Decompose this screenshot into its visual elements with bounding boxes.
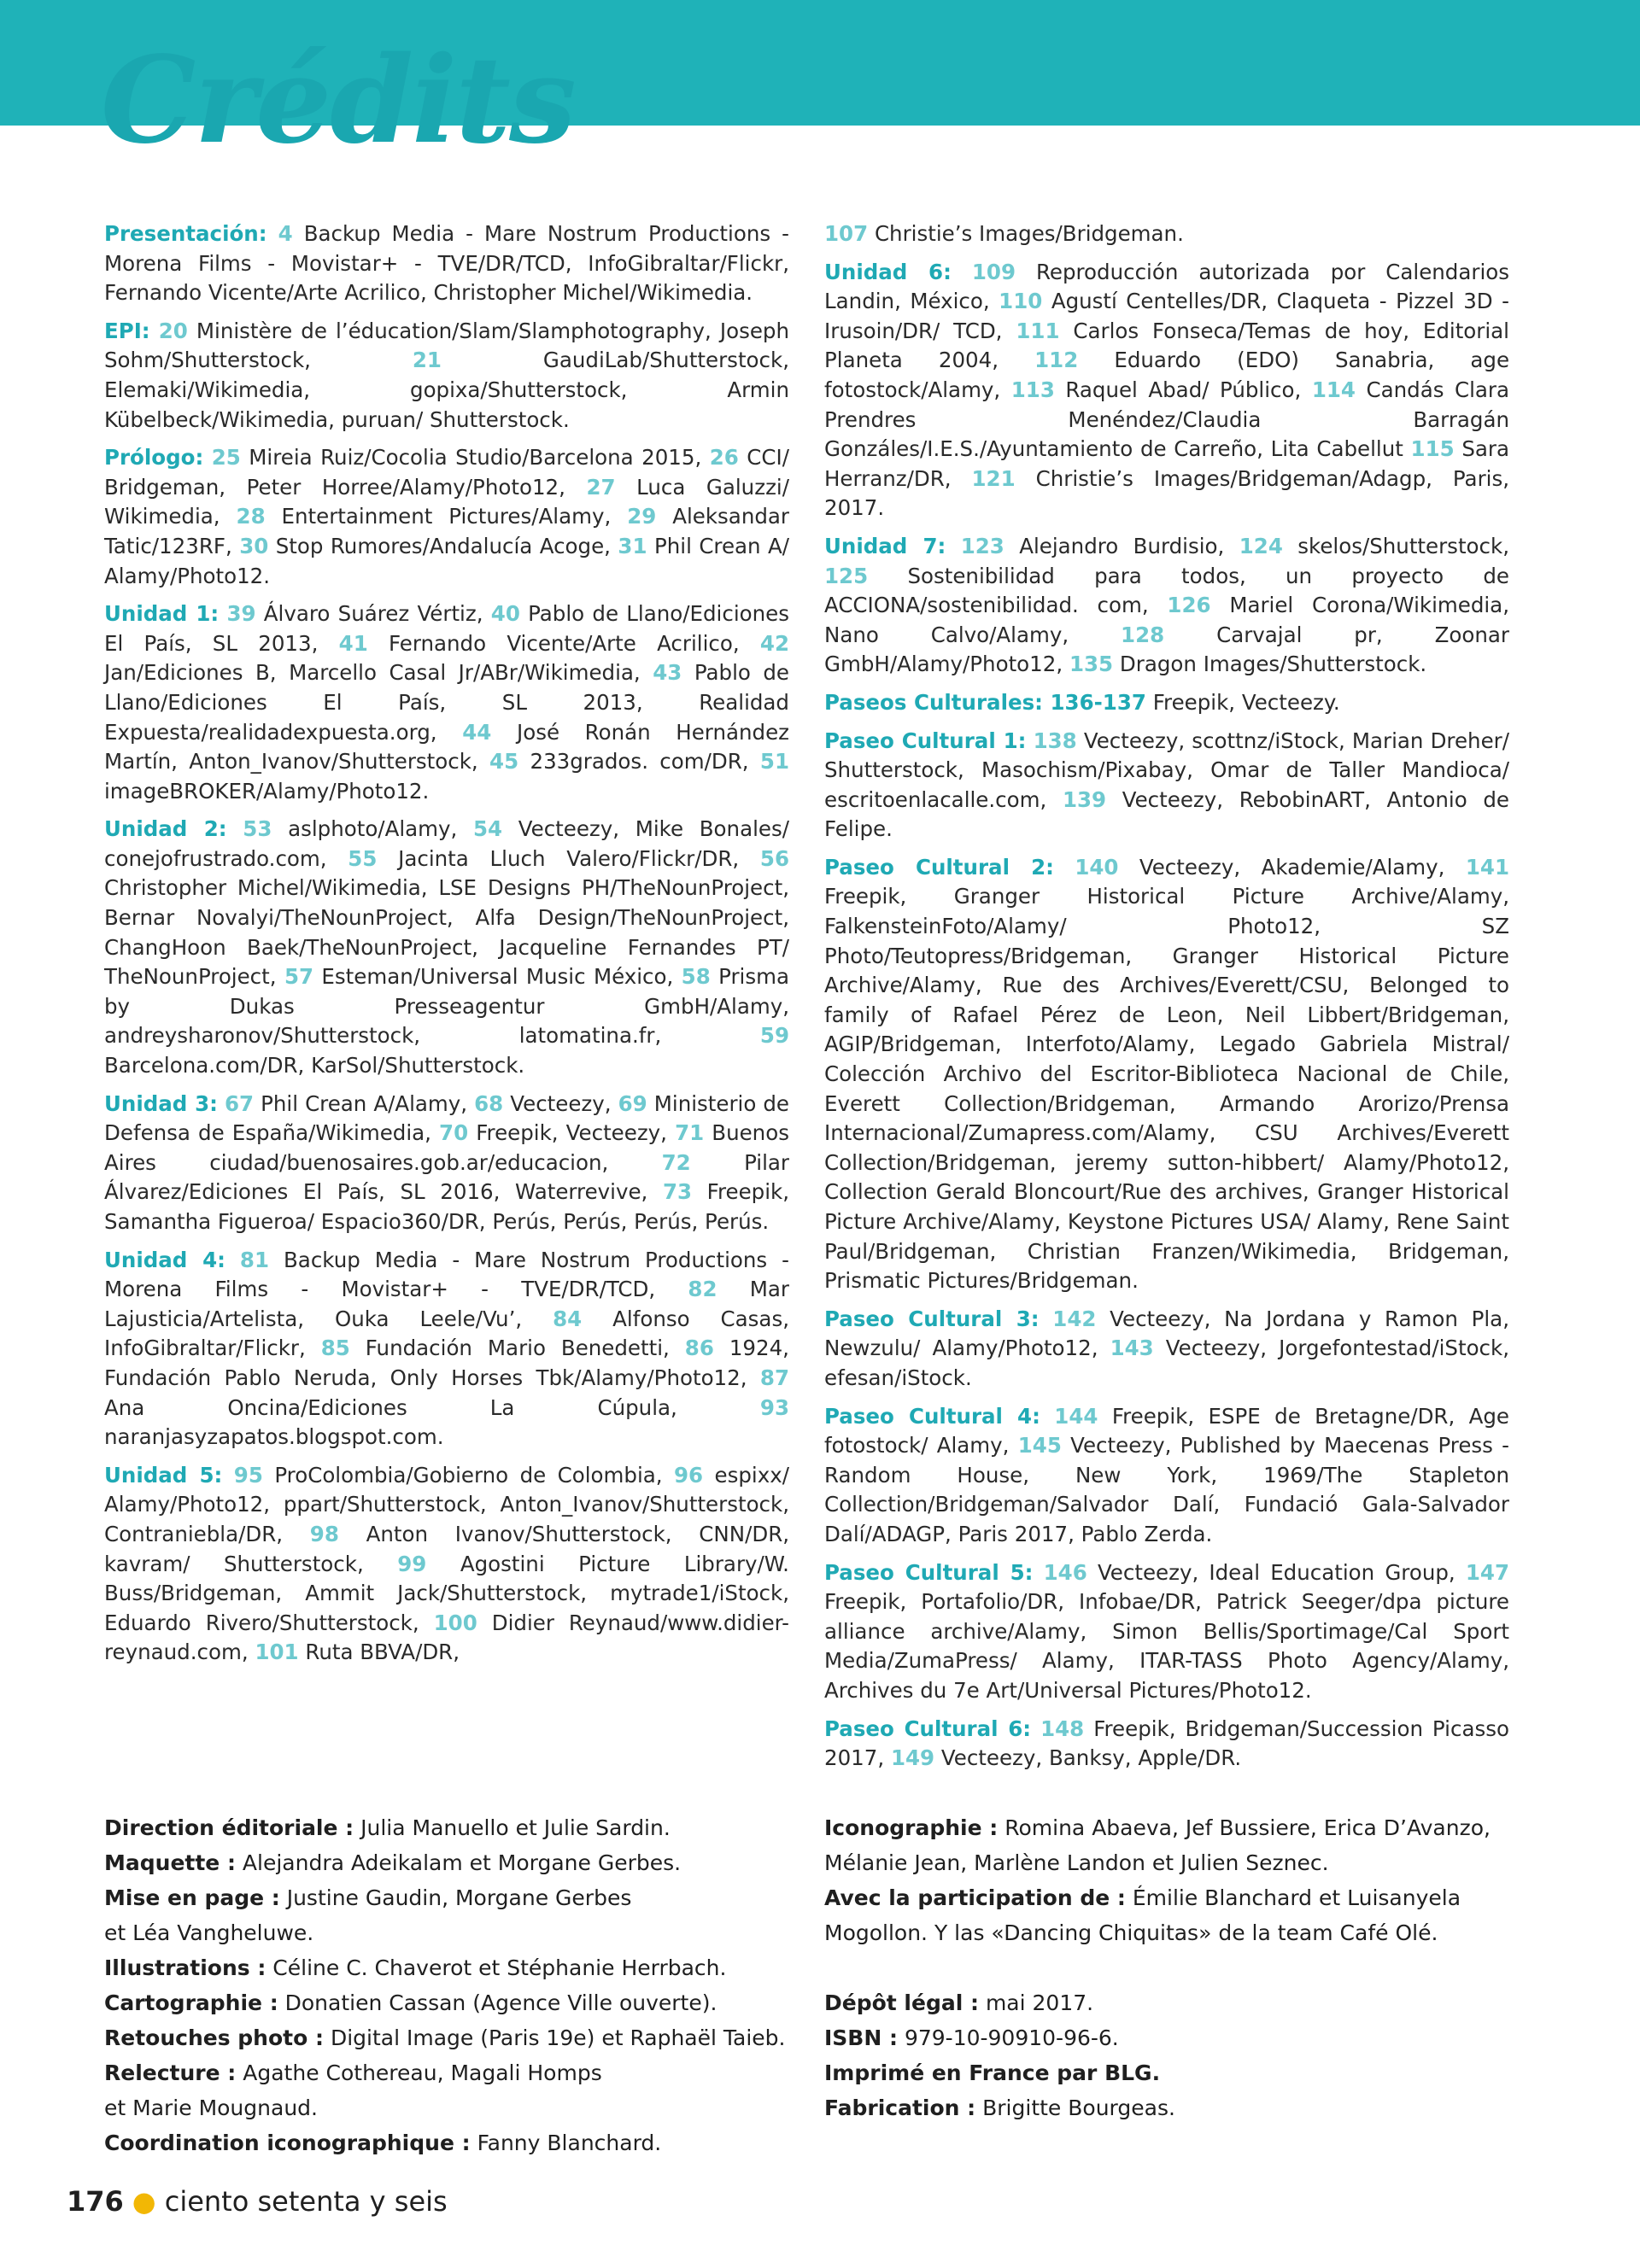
credit-text: Alfonso Casas, InfoGibraltar/Flickr, bbox=[104, 1306, 789, 1361]
staff-value: Julia Manuello et Julie Sardin. bbox=[360, 1815, 671, 1840]
page-ref: 98 bbox=[309, 1521, 339, 1546]
page-ref: 57 bbox=[284, 964, 314, 990]
page-ref: 68 bbox=[474, 1090, 504, 1116]
page-ref: 115 bbox=[1410, 436, 1455, 462]
credit-section-label: Unidad 6: bbox=[824, 259, 952, 284]
credit-text: Christopher Michel/Wikimedia, LSE Designs PH/TheNounProject, Bernar Novalyi/TheNounProject, Alfa Design/TheNounProject, ChangHoon Baek/TheNounProject, Jacqueline Fernandes PT/ TheNounProject, bbox=[104, 875, 789, 990]
credit-text: Freepik, Vecteezy, bbox=[476, 1120, 667, 1146]
page-ref: 135 bbox=[1069, 652, 1114, 677]
credit-entry bbox=[824, 1558, 1509, 1706]
credit-text: Freepik, Granger Historical Picture Archive/Alamy, FalkensteinFoto/Alamy/ Photo12, SZ Photo/Teutopress/Bridgeman, Granger Historical Picture Archive/Alamy, Rue des Archives/Everett/CSU, Belonged to family of Rafael Pérez de Leon, Neil Libbert/Bridgeman, AGIP/Bridgeman, Interfoto/Alamy, Legado Gabriela Mistral/ Colección Archivo del Escritor-Biblioteca Nacional de Chile, Everett Collection/Bridgeman, Armando Arorizo/Prensa Internacional/Zumapress.com/Alamy, CSU Archives/Everett Collection/Bridgeman, jeremy sutton-hibbert/ Alamy/Photo12, Collection Gerald Bloncourt/Rue des archives, Granger Historical Picture Archive/Alamy, Keystone Pictures USA/ Alamy, Rene Saint Paul/Bridgeman, Christian Franzen/Wikimedia, Bridgeman, Prismatic Pictures/Bridgeman. bbox=[824, 884, 1509, 1294]
credit-text: Esteman/Universal Music México, bbox=[321, 964, 674, 990]
credit-text: Pilar Álvarez/Ediciones El País, SL 2016, Waterrevive, bbox=[104, 1149, 789, 1205]
credit-text: Fernando Vicente/Arte Acrilico, bbox=[389, 630, 740, 656]
staff-value: Alejandra Adeikalam et Morgane Gerbes. bbox=[242, 1850, 682, 1875]
staff-entry bbox=[824, 1810, 1525, 1845]
page-ref: 42 bbox=[759, 630, 789, 656]
staff-label: Iconographie : bbox=[824, 1815, 999, 1840]
page-title: Crédits bbox=[101, 31, 575, 171]
credit-text: Freepik, Bridgeman/Succession Picasso 2017, bbox=[824, 1716, 1509, 1771]
staff-entry bbox=[104, 2020, 805, 2055]
credit-section-label: Unidad 7: bbox=[824, 533, 946, 558]
credit-text: Alejandro Burdisio, bbox=[1019, 533, 1225, 558]
credit-text: Backup Media - Mare Nostrum Productions - Morena Films - Movistar+ - TVE/DR/TCD, bbox=[104, 1247, 789, 1302]
credit-section-label: Unidad 4: bbox=[104, 1247, 226, 1272]
credit-text: Freepik, Vecteezy. bbox=[1152, 689, 1340, 715]
credit-entry bbox=[104, 1090, 789, 1237]
credit-text: Vecteezy, Mike Bonales/ conejofrustrado.com, bbox=[104, 816, 789, 871]
credit-entry bbox=[824, 1402, 1509, 1550]
staff-value: Céline C. Chaverot et Stéphanie Herrbach. bbox=[272, 1955, 727, 1980]
page-ref: 112 bbox=[1034, 348, 1079, 373]
staff-entry bbox=[824, 1985, 1525, 2020]
credit-text: Backup Media - Mare Nostrum Productions - Morena Films - Movistar+ - TVE/DR/TCD, InfoGibraltar/Flickr, Fernando Vicente/Arte Acrilico, Christopher Michel/Wikimedia. bbox=[104, 221, 790, 306]
page-footer bbox=[67, 2184, 448, 2218]
page-ref: 113 bbox=[1010, 377, 1055, 402]
staff-value: Émilie Blanchard et Luisanyela bbox=[1132, 1885, 1461, 1910]
credit-text: aslphoto/Alamy, bbox=[288, 816, 458, 842]
credit-section-label: Paseo Cultural 1: bbox=[824, 728, 1027, 753]
credit-text: Christie’s Images/Bridgeman. bbox=[874, 221, 1184, 246]
credit-text: Ministerio de Defensa de España/Wikimedia, bbox=[104, 1090, 789, 1146]
page-ref: 138 bbox=[1033, 728, 1077, 753]
credit-text: Agostini Picture Library/W. Buss/Bridgeman, Ammit Jack/Shutterstock, mytrade1/iStock, Eduardo Rivero/Shutterstock, bbox=[104, 1551, 789, 1635]
page-ref: 51 bbox=[759, 749, 789, 775]
credits-column-right bbox=[824, 219, 1509, 1782]
credit-text: Pablo de Llano/Ediciones El País, SL 2013, Realidad Expuesta/realidadexpuesta.org, bbox=[104, 660, 789, 745]
credit-text: Vecteezy, Akademie/Alamy, bbox=[1139, 854, 1445, 880]
page-ref: 81 bbox=[239, 1247, 270, 1272]
staff-label: ISBN : bbox=[824, 2025, 898, 2050]
credit-text: Candás Clara Prendres Menéndez/Claudia Barragán Gonzáles/I.E.S./Ayuntamiento de Carreño, Lita Cabellut bbox=[824, 377, 1510, 462]
credit-text: Barcelona.com/DR, KarSol/Shutterstock. bbox=[104, 1053, 525, 1078]
staff-label: Mise en page : bbox=[104, 1885, 280, 1910]
credit-entry bbox=[104, 443, 789, 591]
credit-text: Phil Crean A/ Alamy/Photo12. bbox=[104, 533, 790, 588]
credit-text: Aleksandar Tatic/123RF, bbox=[104, 504, 789, 558]
page-ref: 40 bbox=[490, 601, 520, 627]
credit-entry bbox=[104, 1246, 789, 1453]
page-ref: 121 bbox=[971, 465, 1016, 491]
staff-value: et Marie Mougnaud. bbox=[104, 2096, 318, 2120]
page-ref: 148 bbox=[1040, 1716, 1085, 1741]
staff-entry bbox=[104, 1810, 805, 1845]
credit-section-label: EPI: bbox=[104, 318, 150, 343]
page-ref: 59 bbox=[759, 1023, 789, 1049]
page-ref: 43 bbox=[653, 660, 682, 686]
credit-entry bbox=[824, 727, 1509, 845]
staff-entry bbox=[824, 2090, 1525, 2125]
credit-entry bbox=[824, 688, 1509, 718]
credit-entry bbox=[104, 219, 789, 308]
page-ref: 41 bbox=[338, 630, 368, 656]
credit-section-label: Unidad 3: bbox=[104, 1090, 218, 1116]
staff-value: Mélanie Jean, Marlène Landon et Julien Seznec. bbox=[824, 1850, 1329, 1875]
credit-text: Reproducción autorizada por Calendarios Landin, México, bbox=[824, 259, 1510, 314]
credit-text: Carvajal pr, Zoonar GmbH/Alamy/Photo12, bbox=[824, 622, 1509, 677]
staff-entry bbox=[104, 1845, 805, 1880]
page-ref: 27 bbox=[586, 474, 616, 500]
credit-text: Mariel Corona/Wikimedia, Nano Calvo/Alamy, bbox=[824, 593, 1509, 647]
page-ref: 139 bbox=[1062, 786, 1107, 812]
page-ref: 39 bbox=[226, 601, 256, 627]
page-ref: 146 bbox=[1043, 1559, 1087, 1585]
credit-text: 233grados. com/DR, bbox=[530, 749, 749, 775]
staff-label: Direction éditoriale : bbox=[104, 1815, 354, 1840]
page-ref: 71 bbox=[675, 1120, 705, 1146]
page-number: 176 bbox=[67, 2185, 124, 2218]
credit-text: Buenos Aires ciudad/buenosaires.gob.ar/educacion, bbox=[104, 1120, 789, 1175]
staff-entry bbox=[104, 1880, 805, 1915]
credit-text: Carlos Fonseca/Temas de hoy, Editorial Planeta 2004, bbox=[824, 318, 1509, 373]
page-ref: 85 bbox=[320, 1336, 350, 1361]
credit-text: Ministère de l’éducation/Slam/Slamphotography, Joseph Sohm/Shutterstock, bbox=[104, 318, 789, 373]
credit-section-label: Paseos Culturales: 136-137 bbox=[824, 689, 1146, 715]
credit-section-label: Unidad 5: bbox=[104, 1462, 223, 1488]
page-ref: 70 bbox=[439, 1120, 469, 1146]
page-ref: 72 bbox=[661, 1149, 691, 1175]
page-ref: 100 bbox=[433, 1610, 477, 1635]
page-ref: 82 bbox=[688, 1277, 718, 1302]
staff-entry bbox=[824, 1880, 1525, 1915]
page-ref: 87 bbox=[759, 1365, 789, 1390]
staff-label: Illustrations : bbox=[104, 1955, 266, 1980]
page-ref: 140 bbox=[1075, 854, 1119, 880]
credit-section-label: Prólogo: bbox=[104, 445, 204, 471]
page-ref: 29 bbox=[627, 504, 657, 529]
credit-text: Freepik, Portafolio/DR, Infobae/DR, Patrick Seeger/dpa picture alliance archive/Alamy, Simon Bellis/Sportimage/Cal Sport Media/ZumaPress/ Alamy, ITAR-TASS Photo Agency/Alamy, Archives du 7e Art/Universal Pictures/Photo12. bbox=[824, 1589, 1509, 1703]
credit-text: Sara Herranz/DR, bbox=[824, 436, 1509, 491]
page-ref: 20 bbox=[158, 318, 188, 343]
page-ref: 84 bbox=[553, 1306, 583, 1331]
credit-entry bbox=[824, 258, 1509, 523]
credit-text: ProColombia/Gobierno de Colombia, bbox=[274, 1462, 663, 1488]
credit-text: Dragon Images/Shutterstock. bbox=[1119, 652, 1427, 677]
credit-text: GaudiLab/Shutterstock, Elemaki/Wikimedia, gopixa/Shutterstock, Armin Kübelbeck/Wikimedia, puruan/ Shutterstock. bbox=[104, 348, 789, 432]
page-ref: 58 bbox=[681, 964, 711, 990]
credit-text: Pablo de Llano/Ediciones El País, SL 2013, bbox=[104, 601, 789, 656]
credit-text: Christie’s Images/Bridgeman/Adagp, Paris, 2017. bbox=[824, 465, 1509, 521]
staff-entry bbox=[824, 2020, 1525, 2055]
page-ref: 147 bbox=[1465, 1559, 1510, 1585]
page-ref: 93 bbox=[759, 1394, 789, 1420]
page-ref: 128 bbox=[1121, 622, 1165, 647]
credit-entry bbox=[104, 815, 789, 1080]
credit-text: skelos/Shutterstock, bbox=[1297, 533, 1509, 558]
staff-column-left bbox=[104, 1810, 805, 2160]
staff-entry-continued bbox=[104, 1915, 805, 1950]
page-ref: 142 bbox=[1052, 1306, 1097, 1331]
page-ref: 67 bbox=[224, 1090, 255, 1116]
credit-section-label: Paseo Cultural 4: bbox=[824, 1403, 1040, 1429]
credit-text: naranjasyzapatos.blogspot.com. bbox=[104, 1424, 444, 1450]
page-ref: 45 bbox=[489, 749, 519, 775]
page-ref: 101 bbox=[255, 1640, 299, 1665]
credit-text: Vecteezy, Banksy, Apple/DR. bbox=[940, 1745, 1242, 1771]
credit-text: Vecteezy, Jorgefontestad/iStock, efesan/iStock. bbox=[824, 1336, 1509, 1390]
staff-value: Romina Abaeva, Jef Bussiere, Erica D’Avanzo, bbox=[1004, 1815, 1491, 1840]
staff-label: Fabrication : bbox=[824, 2096, 976, 2120]
credit-section-label: Presentación: bbox=[104, 221, 267, 246]
credit-text: CCI/ Bridgeman, Peter Horree/Alamy/Photo12, bbox=[104, 445, 789, 500]
staff-value: Digital Image (Paris 19e) et Raphaël Taieb. bbox=[330, 2025, 786, 2050]
credit-text: Prisma by Dukas Presseagentur GmbH/Alamy, andreysharonov/Shutterstock, latomatina.fr, bbox=[104, 964, 790, 1049]
page-ref: 31 bbox=[618, 533, 647, 558]
staff-entry bbox=[104, 1985, 805, 2020]
credit-section-label: Paseo Cultural 2: bbox=[824, 854, 1054, 880]
credit-entry bbox=[104, 599, 789, 806]
staff-label: Maquette : bbox=[104, 1850, 236, 1875]
credit-text: Entertainment Pictures/Alamy, bbox=[281, 504, 612, 529]
credit-text: Freepik, Samantha Figueroa/ Espacio360/DR, Perús, Perús, Perús, Perús. bbox=[104, 1179, 789, 1234]
staff-entry bbox=[824, 2055, 1525, 2090]
credit-section-label: Paseo Cultural 5: bbox=[824, 1559, 1034, 1585]
page-ref: 107 bbox=[824, 221, 869, 246]
page-ref: 21 bbox=[412, 348, 442, 373]
staff-entry bbox=[104, 1950, 805, 1985]
staff-value: Brigitte Bourgeas. bbox=[982, 2096, 1175, 2120]
page-ref: 55 bbox=[348, 845, 378, 871]
staff-label: Retouches photo : bbox=[104, 2025, 324, 2050]
staff-value: 979-10-90910-96-6. bbox=[904, 2025, 1119, 2050]
page-ref: 125 bbox=[824, 563, 869, 588]
credit-text: Vecteezy, scottnz/iStock, Marian Dreher/ Shutterstock, Masochism/Pixabay, Omar de Taller Mandioca/ escritoenlacalle.com, bbox=[824, 728, 1509, 812]
credit-section-label: Paseo Cultural 3: bbox=[824, 1306, 1040, 1331]
page-ref: 123 bbox=[960, 533, 1004, 558]
page-number-words: ciento setenta y seis bbox=[164, 2185, 448, 2218]
staff-label: Relecture : bbox=[104, 2060, 237, 2085]
page-ref: 109 bbox=[971, 259, 1016, 284]
credit-text: Didier Reynaud/www.didier-reynaud.com, bbox=[104, 1610, 789, 1665]
credit-text: Mar Lajusticia/Artelista, Ouka Leele/Vu’, bbox=[104, 1277, 789, 1331]
page-ref: 124 bbox=[1239, 533, 1283, 558]
page-ref: 26 bbox=[709, 445, 739, 471]
staff-label: Imprimé en France par BLG. bbox=[824, 2060, 1161, 2085]
page-ref: 56 bbox=[759, 845, 789, 871]
credit-text: Eduardo (EDO) Sanabria, age fotostock/Alamy, bbox=[824, 348, 1510, 402]
credit-text: Vecteezy, Ideal Education Group, bbox=[1097, 1559, 1456, 1585]
credit-entry bbox=[824, 1715, 1509, 1774]
page-ref: 99 bbox=[397, 1551, 427, 1576]
spacer bbox=[824, 1950, 1525, 1985]
page-ref: 86 bbox=[684, 1336, 714, 1361]
credit-text: Phil Crean A/Alamy, bbox=[261, 1090, 468, 1116]
bullet-dot-icon: ● bbox=[132, 2185, 156, 2218]
credit-text: Anton Ivanov/Shutterstock, CNN/DR, kavram/ Shutterstock, bbox=[104, 1521, 789, 1576]
page-ref: 4 bbox=[278, 221, 293, 246]
credit-text: Vecteezy, bbox=[510, 1090, 612, 1116]
staff-label: Avec la participation de : bbox=[824, 1885, 1126, 1910]
credit-section-label: Unidad 1: bbox=[104, 601, 220, 627]
staff-label: Coordination iconographique : bbox=[104, 2131, 471, 2155]
credit-entry bbox=[824, 532, 1509, 680]
credit-text: Mireia Ruiz/Cocolia Studio/Barcelona 2015, bbox=[249, 445, 702, 471]
page-ref: 28 bbox=[236, 504, 266, 529]
staff-value: Justine Gaudin, Morgane Gerbes bbox=[286, 1885, 632, 1910]
credit-entry bbox=[824, 853, 1509, 1296]
page-ref: 145 bbox=[1017, 1433, 1062, 1458]
credit-text: Vecteezy, Published by Maecenas Press - Random House, New York, 1969/The Stapleton Collection/Bridgeman/Salvador Dalí, Fundació Gala-Salvador Dalí/ADAGP, Paris 2017, Pablo Zerda. bbox=[824, 1433, 1510, 1546]
page-ref: 141 bbox=[1465, 854, 1509, 880]
page-ref: 30 bbox=[239, 533, 269, 558]
staff-entry bbox=[104, 2125, 805, 2160]
staff-label: Dépôt légal : bbox=[824, 1990, 979, 2015]
staff-value: Agathe Cothereau, Magali Homps bbox=[243, 2060, 602, 2085]
credit-entry bbox=[104, 317, 789, 435]
page-ref: 44 bbox=[462, 719, 492, 745]
staff-value: mai 2017. bbox=[985, 1990, 1094, 2015]
page-ref: 110 bbox=[999, 289, 1043, 314]
credit-section-label: Unidad 2: bbox=[104, 816, 227, 842]
page-ref: 111 bbox=[1016, 318, 1060, 343]
staff-value: Donatien Cassan (Agence Ville ouverte). bbox=[284, 1990, 718, 2015]
page-ref: 149 bbox=[890, 1745, 935, 1771]
staff-entry-continued bbox=[104, 2090, 805, 2125]
credit-text: Freepik, ESPE de Bretagne/DR, Age fotostock/ Alamy, bbox=[824, 1403, 1509, 1458]
credit-entry bbox=[824, 219, 1509, 249]
staff-entry-continued bbox=[824, 1845, 1525, 1880]
credit-text: 1924, Fundación Pablo Neruda, Only Horses Tbk/Alamy/Photo12, bbox=[104, 1336, 789, 1390]
credit-text: Luca Galuzzi/ Wikimedia, bbox=[104, 474, 789, 529]
staff-label: Cartographie : bbox=[104, 1990, 278, 2015]
staff-entry bbox=[104, 2055, 805, 2090]
page-ref: 114 bbox=[1311, 377, 1356, 402]
staff-value: Fanny Blanchard. bbox=[477, 2131, 662, 2155]
page-ref: 95 bbox=[233, 1462, 263, 1488]
credit-text: Agustí Centelles/DR, Claqueta - Pizzel 3D - Irusoin/DR/ TCD, bbox=[824, 289, 1509, 343]
credit-text: imageBROKER/Alamy/Photo12. bbox=[104, 778, 430, 804]
credit-text: espixx/ Alamy/Photo12, ppart/Shutterstock, Anton_Ivanov/Shutterstock, Contraniebla/DR, bbox=[104, 1462, 789, 1546]
page-ref: 143 bbox=[1110, 1336, 1154, 1361]
credit-text: Jan/Ediciones B, Marcello Casal Jr/ABr/Wikimedia, bbox=[104, 660, 641, 686]
page-ref: 53 bbox=[243, 816, 272, 842]
page-ref: 96 bbox=[674, 1462, 704, 1488]
page-ref: 126 bbox=[1167, 593, 1211, 618]
credit-entry bbox=[824, 1305, 1509, 1394]
credits-column-left bbox=[104, 219, 789, 1676]
staff-value: Mogollon. Y las «Dancing Chiquitas» de la team Café Olé. bbox=[824, 1920, 1438, 1945]
credit-text: Ana Oncina/Ediciones La Cúpula, bbox=[104, 1394, 677, 1420]
staff-entry-continued bbox=[824, 1915, 1525, 1950]
credit-section-label: Paseo Cultural 6: bbox=[824, 1716, 1032, 1741]
page-ref: 144 bbox=[1054, 1403, 1098, 1429]
credit-text: Stop Rumores/Andalucía Acoge, bbox=[275, 533, 611, 558]
credit-text: Fundación Mario Benedetti, bbox=[365, 1336, 670, 1361]
credit-text: Sostenibilidad para todos, un proyecto de ACCIONA/sostenibilidad. com, bbox=[824, 563, 1509, 618]
page-ref: 73 bbox=[662, 1179, 693, 1205]
page-ref: 25 bbox=[211, 445, 241, 471]
page-ref: 54 bbox=[472, 816, 503, 842]
credit-entry bbox=[104, 1461, 789, 1668]
credit-text: Raquel Abad/ Público, bbox=[1065, 377, 1302, 402]
credit-text: Ruta BBVA/DR, bbox=[305, 1640, 460, 1665]
page-ref: 69 bbox=[618, 1090, 647, 1116]
credit-text: Vecteezy, Na Jordana y Ramon Pla, Newzulu/ Alamy/Photo12, bbox=[824, 1306, 1509, 1361]
credit-text: Vecteezy, RebobinART, Antonio de Felipe. bbox=[824, 786, 1509, 842]
credit-text: José Ronán Hernández Martín, Anton_Ivanov/Shutterstock, bbox=[104, 719, 789, 775]
staff-column-right bbox=[824, 1810, 1525, 2125]
credit-text: Jacinta Lluch Valero/Flickr/DR, bbox=[398, 845, 740, 871]
staff-value: et Léa Vangheluwe. bbox=[104, 1920, 314, 1945]
credit-text: Álvaro Suárez Vértiz, bbox=[263, 601, 483, 627]
